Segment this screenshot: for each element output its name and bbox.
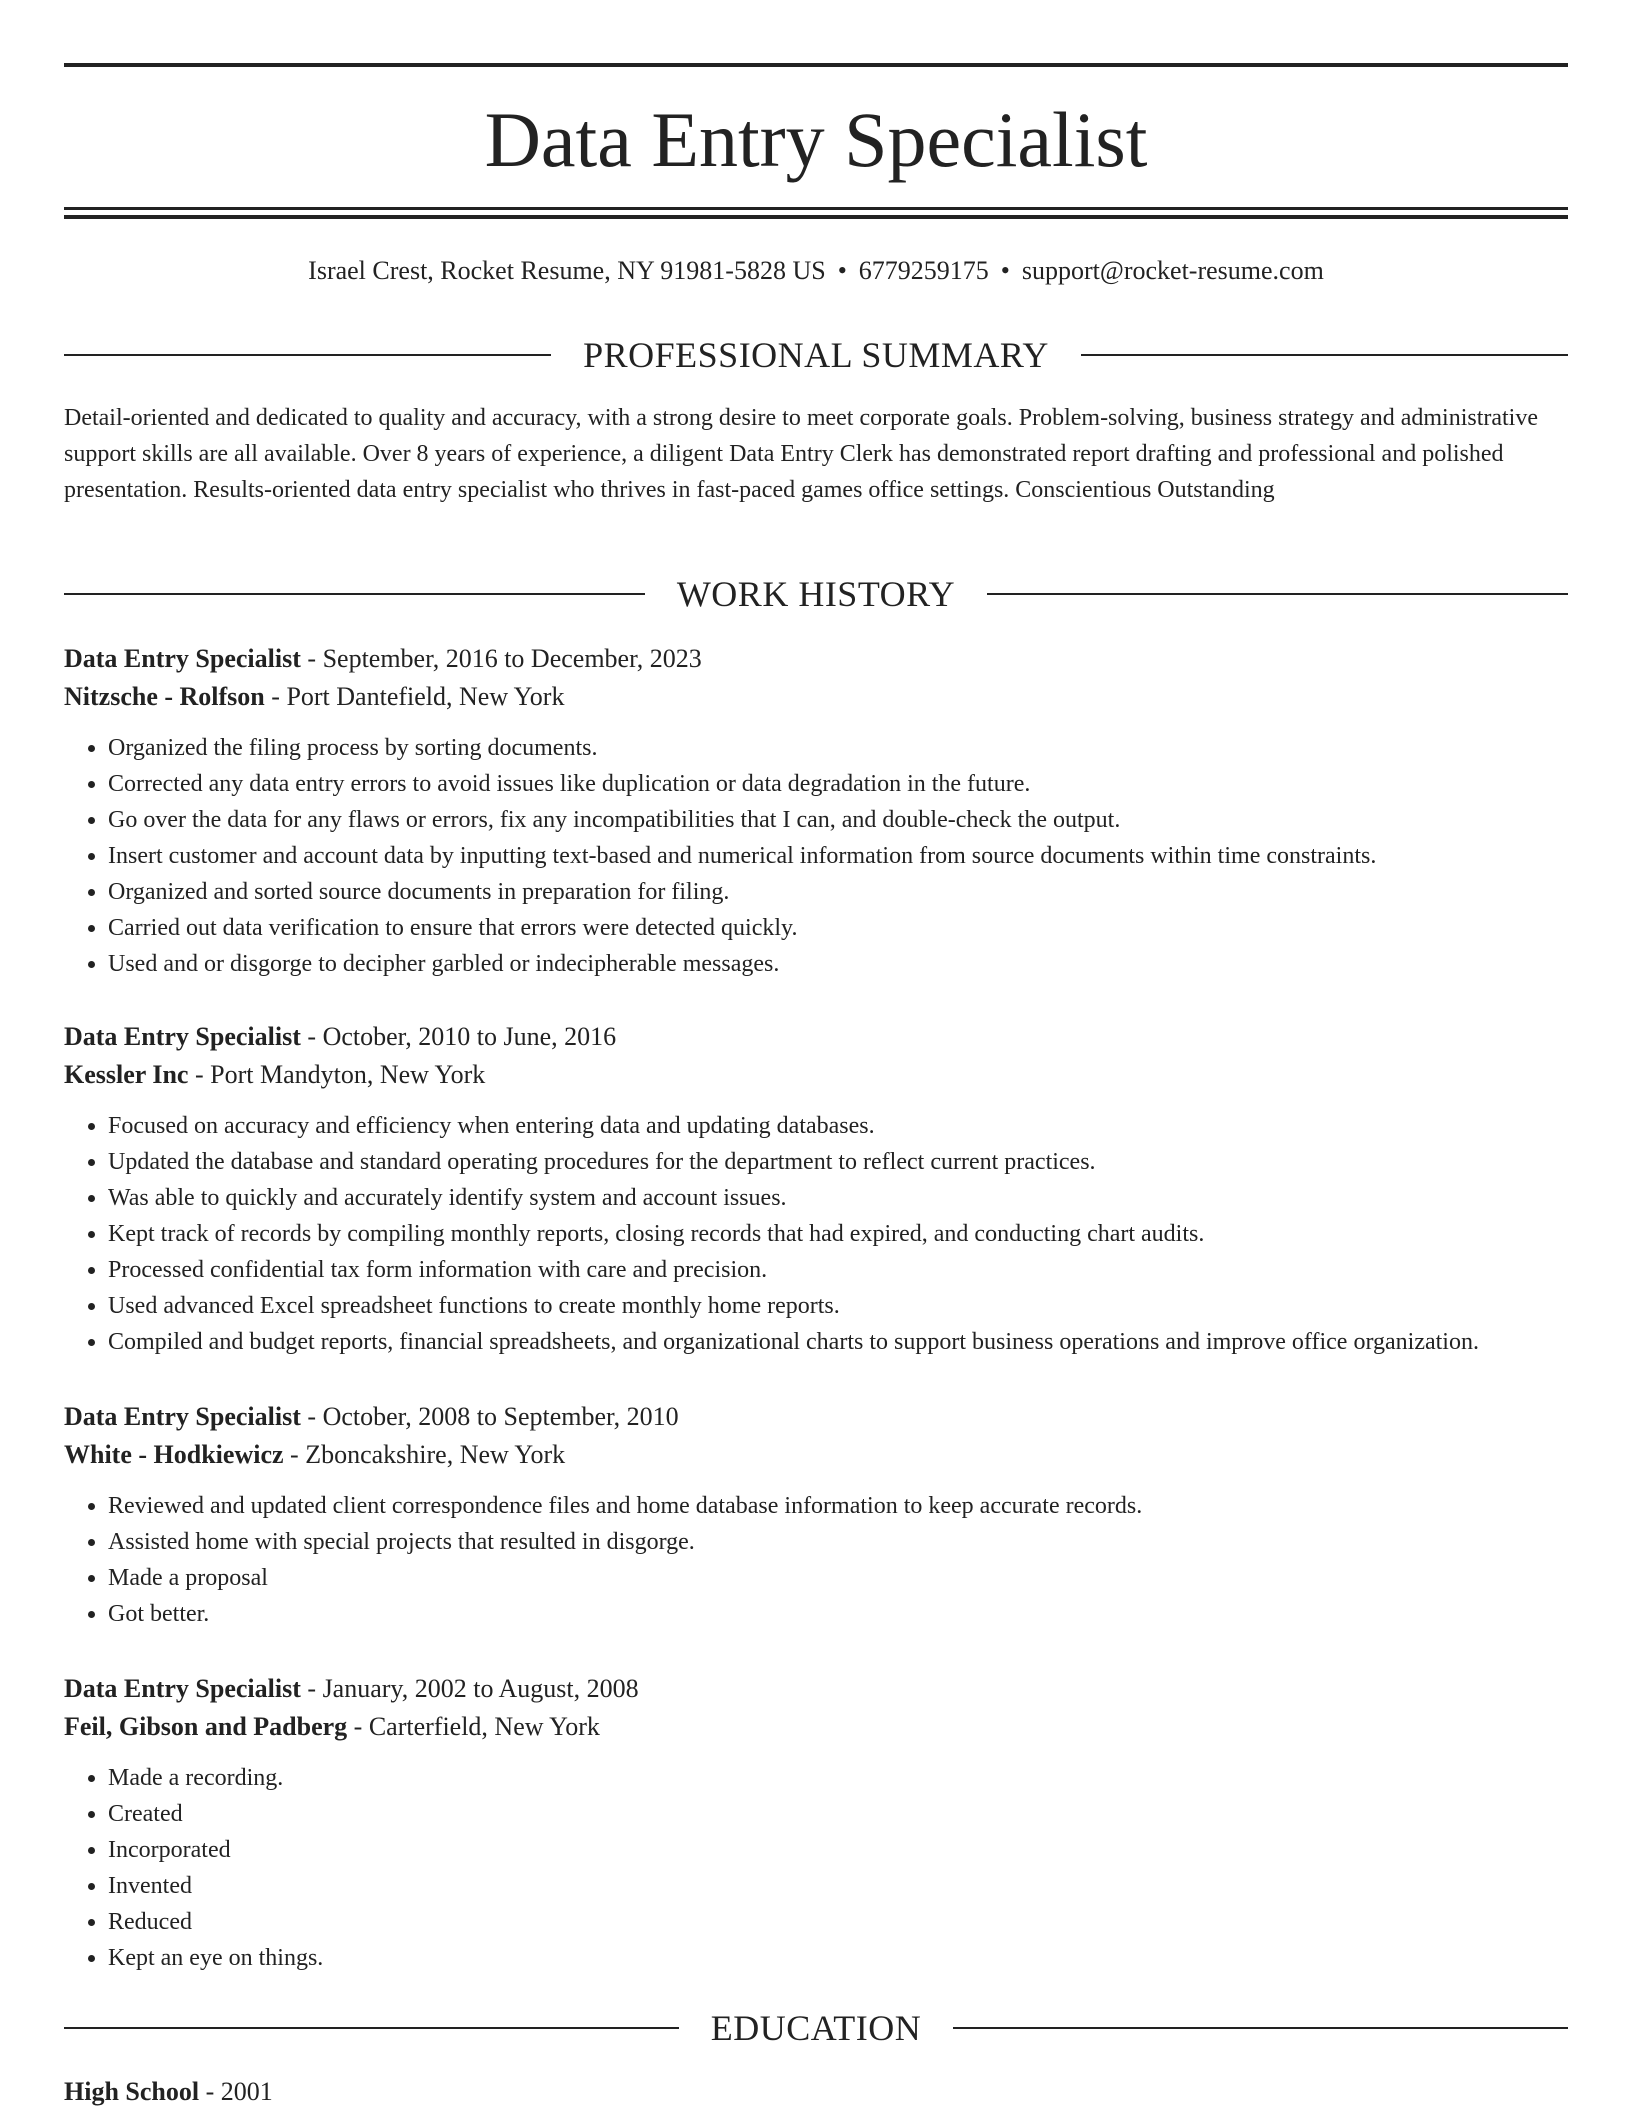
list-item: • Reduced <box>108 1904 1568 1940</box>
list-item: • Insert customer and account data by inputting text-based and numerical information from source documents within time constraints. <box>108 838 1568 874</box>
section-title: PROFESSIONAL SUMMARY <box>583 335 1049 375</box>
list-item: • Made a recording. <box>108 1760 1568 1796</box>
list-item: • Go over the data for any flaws or errors, fix any incompatibilities that I can, and double-check the output. <box>108 802 1568 838</box>
job-location: Port Dantefield, New York <box>286 682 565 711</box>
list-item: • Used advanced Excel spreadsheet functions to create monthly home reports. <box>108 1288 1568 1324</box>
list-item: • Processed confidential tax form information with care and precision. <box>108 1252 1568 1288</box>
summary-text: Detail-oriented and dedicated to quality and accuracy, with a strong desire to meet corporate goals. Problem-solving, business strategy and administrative support skills are all available. Over 8 years of experience, a diligent Data Entry Clerk has demonstrated report drafting and professional and polished presentation. Results-oriented data entry specialist who thrives in fast-paced games office settings. Conscientious Outstanding <box>64 405 1538 503</box>
job-company: White - Hodkiewicz <box>64 1440 284 1469</box>
list-item: • Kept an eye on things. <box>108 1940 1568 1976</box>
list-item: • Organized the filing process by sorting documents. <box>108 730 1568 766</box>
dash: - <box>347 1712 369 1741</box>
section-heading-education <box>64 2006 1568 2050</box>
job-bullets <box>64 1488 1568 1632</box>
page-title: Data Entry Specialist <box>484 96 1148 183</box>
heading-rule-left <box>64 354 551 356</box>
job-entry <box>64 1398 1568 1632</box>
list-item: • Used and or disgorge to decipher garbled or indecipherable messages. <box>108 946 1568 982</box>
list-item: • Made a proposal <box>108 1560 1568 1596</box>
contact-separator: • <box>1000 256 1010 285</box>
job-dates: January, 2002 to August, 2008 <box>322 1674 639 1703</box>
job-company: Kessler Inc <box>64 1060 189 1089</box>
list-item: • Invented <box>108 1868 1568 1904</box>
education-degree: High School <box>64 2077 200 2106</box>
list-item: • Assisted home with special projects that resulted in disgorge. <box>108 1524 1568 1560</box>
job-location: Carterfield, New York <box>368 1712 600 1741</box>
contact-email: support@rocket-resume.com <box>1021 256 1324 285</box>
heading-rule-left <box>64 2027 679 2029</box>
heading-rule-right <box>1081 354 1568 356</box>
contact-phone: 6779259175 <box>858 256 989 285</box>
job-title: Data Entry Specialist <box>64 644 301 673</box>
job-bullets <box>64 730 1568 982</box>
contact-address: Israel Crest, Rocket Resume, NY 91981-5828 US <box>308 256 826 285</box>
section-heading-work <box>64 572 1568 616</box>
contact-separator: • <box>837 256 847 285</box>
dash: - <box>300 644 323 673</box>
dash: - <box>264 682 287 711</box>
section-title: WORK HISTORY <box>676 574 956 614</box>
job-company: Nitzsche - Rolfson <box>64 682 265 711</box>
list-item: • Focused on accuracy and efficiency when entering data and updating databases. <box>108 1108 1568 1144</box>
job-entry <box>64 1670 1568 1976</box>
job-title-line <box>64 1670 1568 1708</box>
job-title: Data Entry Specialist <box>64 1402 301 1431</box>
dash: - <box>300 1402 323 1431</box>
list-item: • Reviewed and updated client correspondence files and home database information to keep accurate records. <box>108 1488 1568 1524</box>
job-title: Data Entry Specialist <box>64 1674 301 1703</box>
job-dates: September, 2016 to December, 2023 <box>322 644 702 673</box>
list-item: • Created <box>108 1796 1568 1832</box>
job-company-line <box>64 678 1568 716</box>
dash: - <box>300 1674 323 1703</box>
job-company-line <box>64 1436 1568 1474</box>
job-company-line <box>64 1056 1568 1094</box>
section-title: EDUCATION <box>710 2008 922 2048</box>
job-title: Data Entry Specialist <box>64 1022 301 1051</box>
list-item: • Kept track of records by compiling monthly reports, closing records that had expired, and conducting chart audits. <box>108 1216 1568 1252</box>
list-item: • Got better. <box>108 1596 1568 1632</box>
list-item: • Was able to quickly and accurately identify system and account issues. <box>108 1180 1568 1216</box>
contact-line <box>64 254 1568 288</box>
double-rule-lower <box>64 215 1568 219</box>
dash: - <box>283 1440 306 1469</box>
job-dates: October, 2008 to September, 2010 <box>322 1402 679 1431</box>
job-title-line <box>64 1018 1568 1056</box>
list-item: • Compiled and budget reports, financial spreadsheets, and organizational charts to support business operations and improve office organization. <box>108 1324 1568 1360</box>
job-company-line <box>64 1708 1568 1746</box>
job-entry <box>64 640 1568 982</box>
list-item: • Carried out data verification to ensure that errors were detected quickly. <box>108 910 1568 946</box>
dash: - <box>300 1022 323 1051</box>
education-year: 2001 <box>220 2077 273 2106</box>
dash: - <box>199 2077 221 2106</box>
dash: - <box>188 1060 211 1089</box>
job-company: Feil, Gibson and Padberg <box>64 1712 348 1741</box>
job-title-line <box>64 1398 1568 1436</box>
job-bullets <box>64 1760 1568 1976</box>
job-entry <box>64 1018 1568 1360</box>
heading-rule-right <box>953 2027 1568 2029</box>
job-location: Port Mandyton, New York <box>210 1060 486 1089</box>
double-rule-upper <box>64 207 1568 210</box>
heading-rule-right <box>987 593 1568 595</box>
top-rule <box>64 63 1568 67</box>
job-bullets <box>64 1108 1568 1360</box>
section-heading-summary <box>64 333 1568 377</box>
job-dates: October, 2010 to June, 2016 <box>322 1022 617 1051</box>
list-item: • Organized and sorted source documents in preparation for filing. <box>108 874 1568 910</box>
list-item: • Updated the database and standard operating procedures for the department to reflect current practices. <box>108 1144 1568 1180</box>
job-title-line <box>64 640 1568 678</box>
list-item: • Incorporated <box>108 1832 1568 1868</box>
job-location: Zboncakshire, New York <box>305 1440 566 1469</box>
heading-rule-left <box>64 593 645 595</box>
list-item: • Corrected any data entry errors to avoid issues like duplication or data degradation in the future. <box>108 766 1568 802</box>
education-entry <box>64 2074 1568 2110</box>
